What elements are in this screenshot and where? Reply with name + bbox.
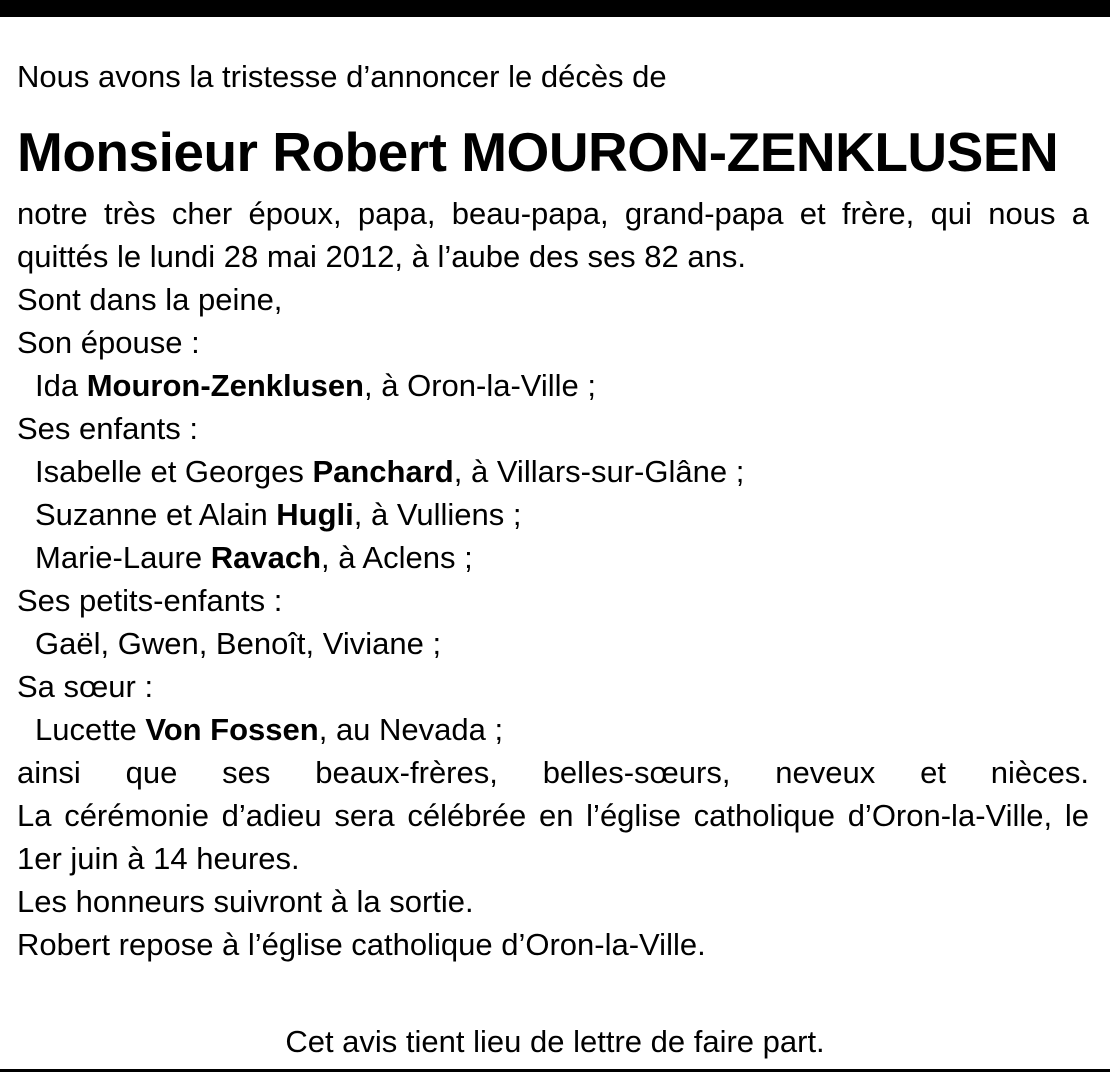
spouse-surname: Mouron-Zenklusen bbox=[86, 368, 364, 403]
child-surname: Ravach bbox=[210, 540, 322, 575]
child-surname: Hugli bbox=[276, 497, 354, 532]
child-entry bbox=[17, 493, 1089, 536]
sister-heading: Sa sœur : bbox=[17, 669, 154, 704]
spouse-entry bbox=[17, 364, 1089, 407]
child-first-names: Marie-Laure bbox=[35, 540, 211, 575]
sister-place: , au Nevada ; bbox=[318, 712, 504, 747]
bottom-border-rule bbox=[0, 1069, 1110, 1072]
grandchildren-heading: Ses petits-enfants : bbox=[17, 583, 283, 618]
child-surname: Panchard bbox=[312, 454, 454, 489]
footer-note: Cet avis tient lieu de lettre de faire part. bbox=[285, 1024, 825, 1059]
child-place: , à Vulliens ; bbox=[353, 497, 522, 532]
top-border-rule bbox=[0, 0, 1110, 17]
sister-first-name: Lucette bbox=[35, 712, 146, 747]
sister-surname: Von Fossen bbox=[145, 712, 319, 747]
sister-entry bbox=[17, 708, 1089, 751]
notice-body bbox=[17, 192, 1089, 966]
child-place: , à Villars-sur-Glâne ; bbox=[453, 454, 745, 489]
obituary-notice bbox=[17, 54, 1089, 966]
grandchildren-names: Gaël, Gwen, Benoît, Viviane ; bbox=[35, 626, 442, 661]
honors-line: Les honneurs suivront à la sortie. bbox=[17, 884, 474, 919]
child-entry bbox=[17, 536, 1089, 579]
child-first-names: Suzanne et Alain bbox=[35, 497, 277, 532]
spouse-heading: Son épouse : bbox=[17, 325, 200, 360]
spouse-first-name: Ida bbox=[35, 368, 87, 403]
child-entry bbox=[17, 450, 1089, 493]
rest-location-line: Robert repose à l’église catholique d’Oron-la-Ville. bbox=[17, 927, 706, 962]
ceremony-paragraph: La cérémonie d’adieu sera célébrée en l’église catholique d’Oron-la-Ville, le 1er juin à 14 heures. bbox=[17, 798, 1089, 876]
spouse-place: , à Oron-la-Ville ; bbox=[364, 368, 597, 403]
child-place: , à Aclens ; bbox=[321, 540, 473, 575]
extended-family-line: ainsi que ses beaux-frères, belles-sœurs, neveux et nièces. bbox=[17, 755, 1089, 790]
children-heading: Ses enfants : bbox=[17, 411, 198, 446]
deceased-name: Monsieur Robert MOURON-ZENKLUSEN bbox=[17, 121, 1059, 183]
mourning-intro: Sont dans la peine, bbox=[17, 282, 283, 317]
intro-line: Nous avons la tristesse d’annoncer le décès de bbox=[17, 59, 667, 94]
child-first-names: Isabelle et Georges bbox=[35, 454, 313, 489]
description-paragraph: notre très cher époux, papa, beau-papa, grand-papa et frère, qui nous a quittés le lundi 28 mai 2012, à l’aube des ses 82 ans. bbox=[17, 196, 1089, 274]
